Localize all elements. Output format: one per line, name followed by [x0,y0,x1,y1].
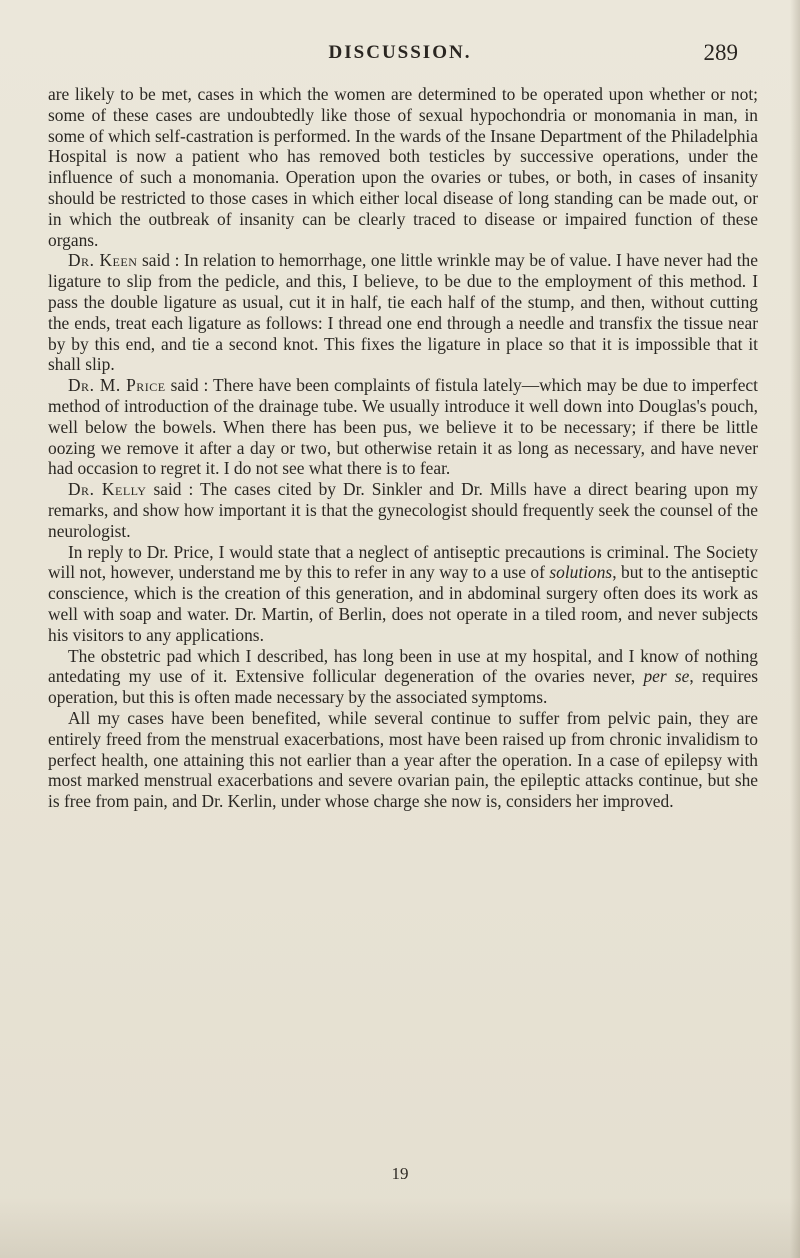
paragraph-dr-price [48,375,758,479]
signature-mark: 19 [391,1164,409,1183]
page-number: 289 [703,40,738,65]
paragraph-text: said : In relation to hemorrhage, one little wrinkle may be of value. I have never had the ligature to slip from the pedicle, and this, I believe, to be due to the employment of this method. I pass the double ligature as usual, cut it in half, tie each half of the stump, and then, without cutting the ends, treat each ligature as follows: I thread one end through a needle and transfix the tissue near by by this end, and tie a second knot. This fixes the ligature in place so that it is impossible that it shall slip. [48,250,758,375]
paragraph-obstetric-pad [48,646,758,708]
paragraph-text: said : The cases cited by Dr. Sinkler and Dr. Mills have a direct bearing upon my remarks, and show how important it is that the gynecologist should frequently seek the counsel of the neurologist. [48,479,758,541]
page-edge-shadow [790,0,800,1258]
paragraph-text: The obstetric pad which I described, has long been in use at my hospital, and I know of nothing antedating my use of it. Extensive follicular degeneration of the ovaries never, per se, requires operation, but this is often made necessary by the associated symptoms. [48,645,758,708]
paragraph-dr-keen [48,250,758,375]
paragraph-reply-price [48,542,758,646]
paragraph-text: All my cases have been benefited, while several continue to suffer from pelvic pain, they are entirely freed from the menstrual exacerbations, most have been raised up from chronic invalidism to perfect health, one attaining this not earlier than a year after the operation. In a case of epilepsy with most marked menstrual exacerbations and severe ovarian pain, the epileptic attacks continue, but she is free from pain, and Dr. Kerlin, under whose charge she now is, considers her improved. [48,707,758,812]
speaker-name: Dr. Keen [68,250,138,271]
paragraph-text: said : There have been complaints of fistula lately—which may be due to imperfect method of introduction of the drainage tube. We usually introduce it well down into Douglas's pouch, well below the bowels. When there has been pus, we believe it to be necessary; if there be little oozing we remove it after a day or two, but otherwise retain it as long as necessary, and have never had occasion to regret it. I do not see what there is to fear. [48,375,758,479]
paragraph-text: In reply to Dr. Price, I would state that a neglect of antiseptic precautions is criminal. The Society will not, however, understand me by this to refer in any way to a use of solutions, but to the antiseptic conscience, which is the creation of this generation, and in abdominal surgery often does its work as well with soap and water. Dr. Martin, of Berlin, does not operate in a tiled room, and never subjects his visitors to any applications. [48,541,759,645]
page-header [0,42,800,72]
page-bottom-shadow [0,1198,800,1258]
paragraph-dr-kelly [48,479,758,541]
paragraph-continuation [48,84,758,250]
speaker-name: Dr. Kelly [68,479,147,500]
paragraph-cases-benefited [48,708,758,812]
running-head: DISCUSSION. [328,42,472,63]
paragraph-text: are likely to be met, cases in which the women are determined to be operated upon whether or not; some of these cases are undoubtedly like those of sexual hypochondria or monomania in man, in some of which self-castration is performed. In the wards of the Insane Department of the Philadelphia Hospital is now a patient who has removed both testicles by successive operations, under the influence of such a monomania. Operation upon the ovaries or tubes, or both, in cases of insanity should be restricted to those cases in which either local disease of long standing can be made out, or in which the outbreak of insanity can be clearly traced to disease or impaired function of these organs. [48,84,758,250]
body-text [48,84,758,812]
speaker-name: Dr. M. Price [68,375,166,396]
